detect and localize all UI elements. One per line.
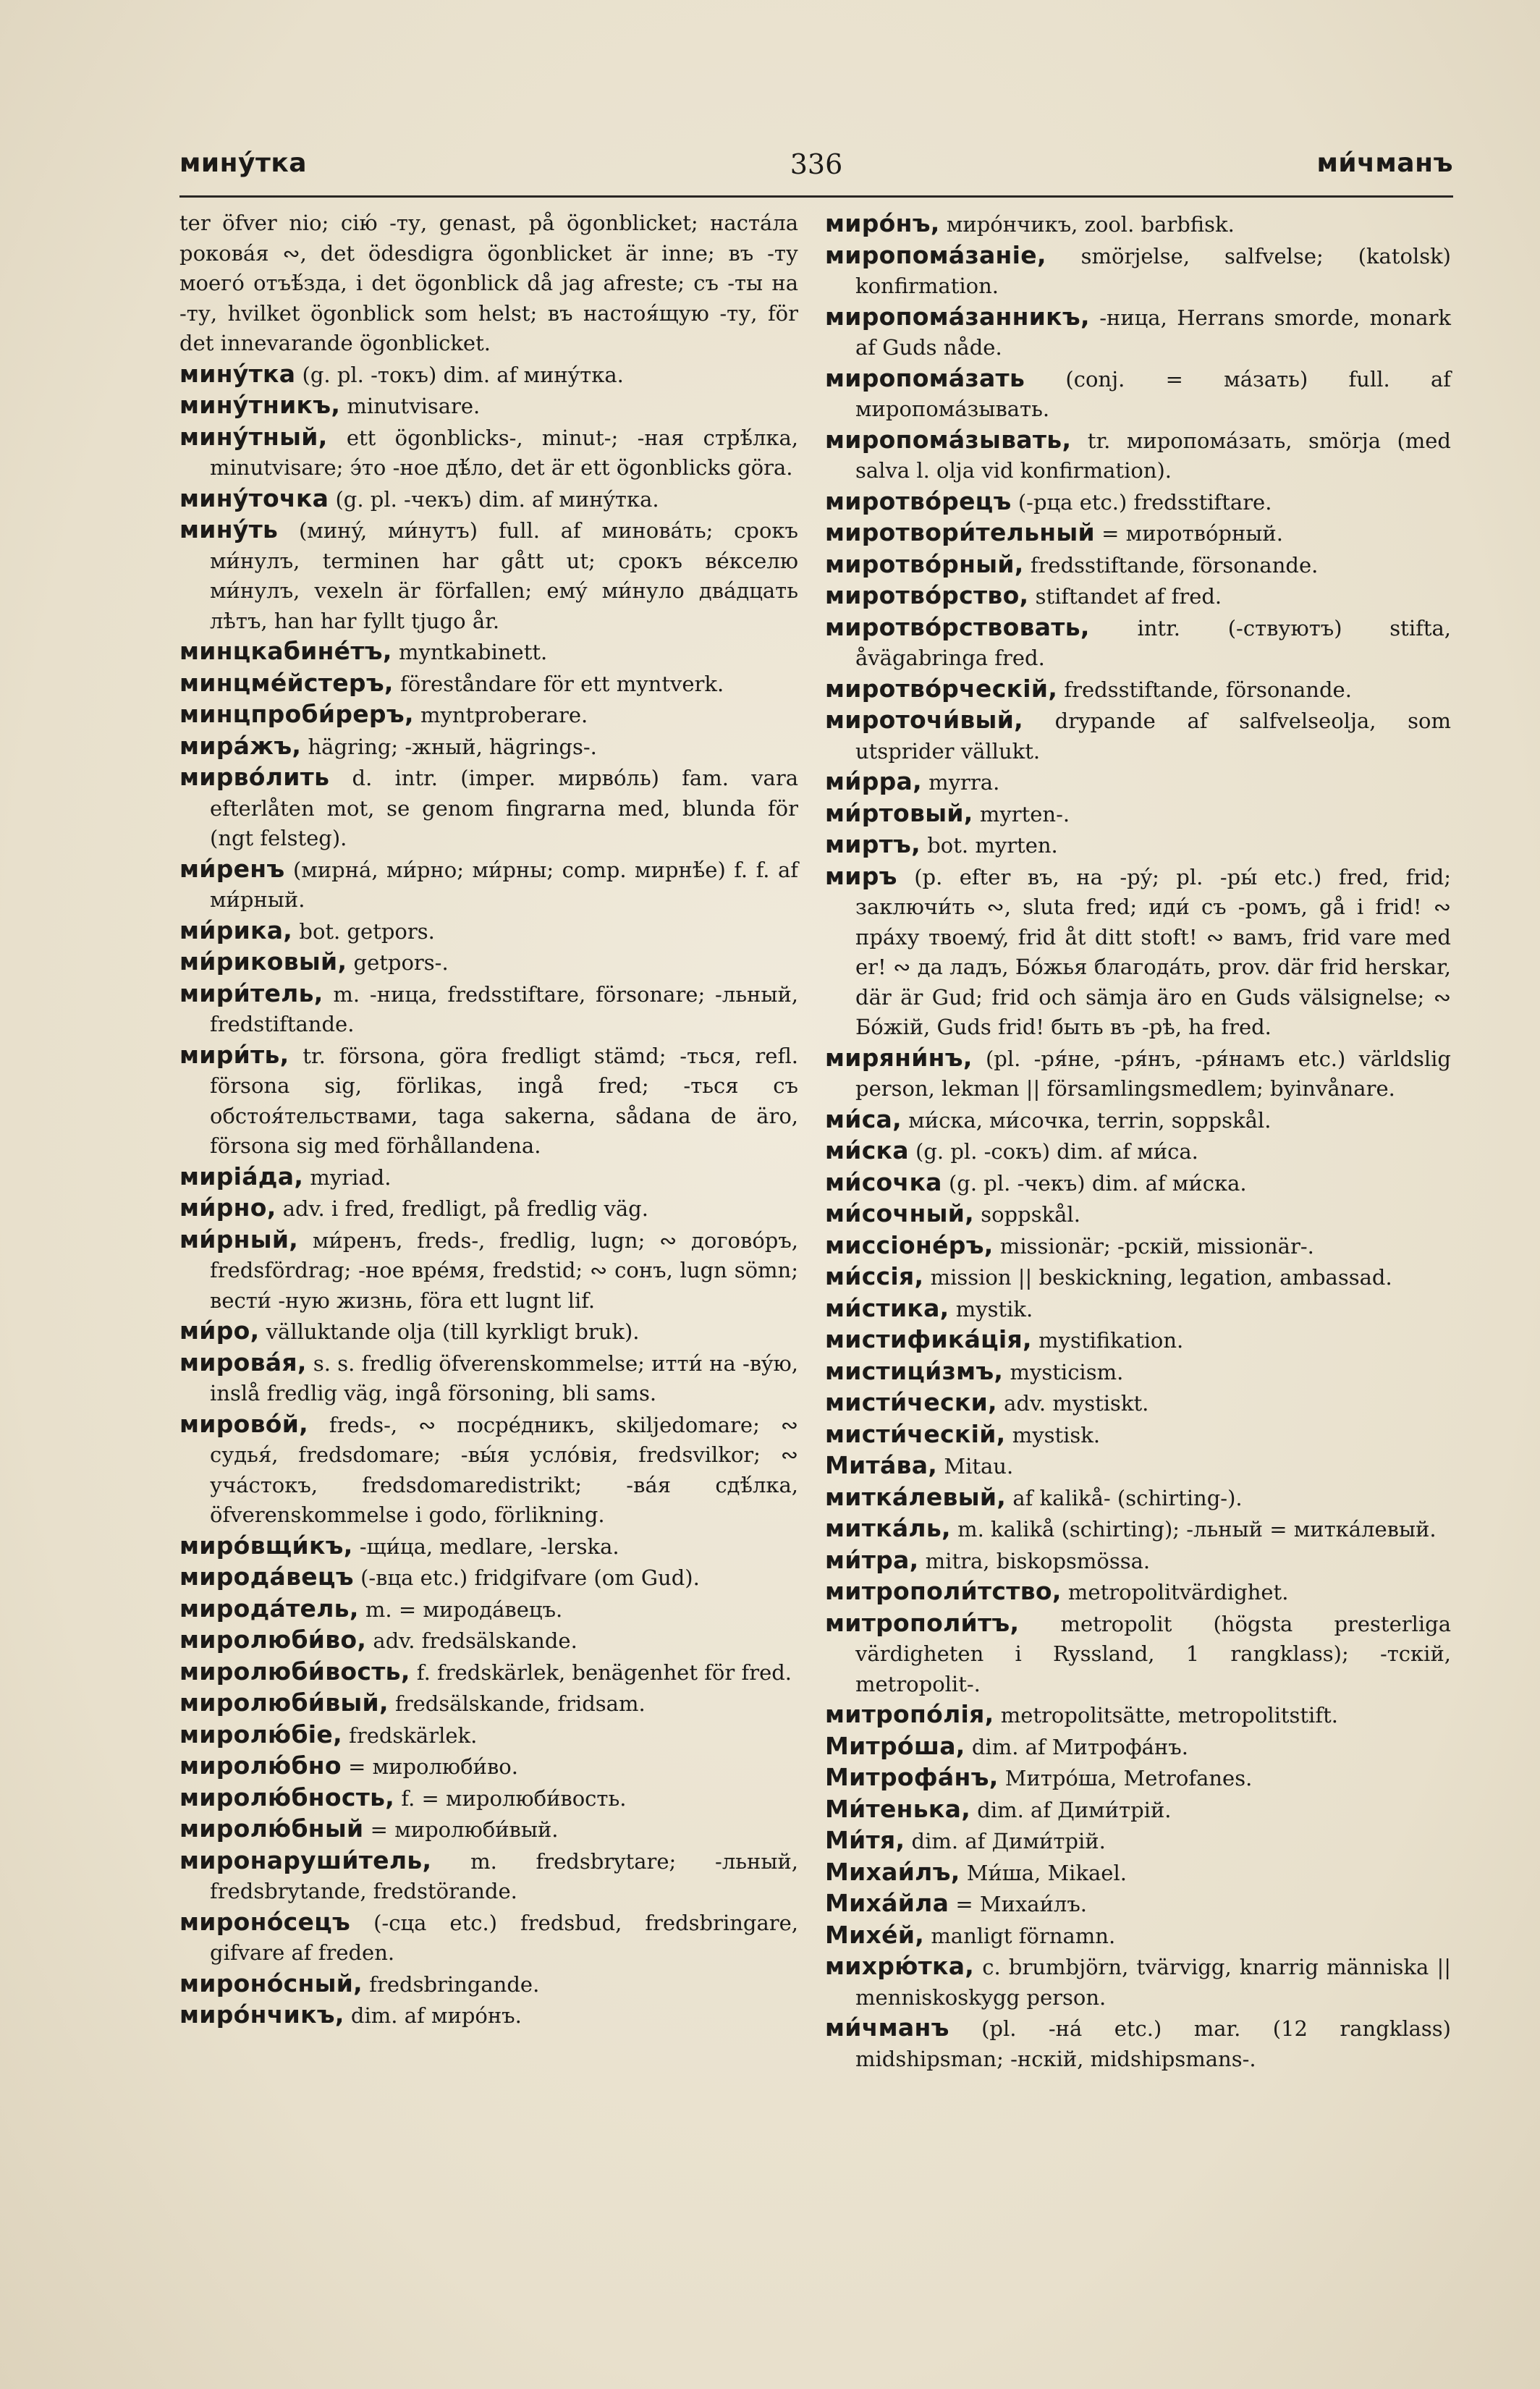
headword: мировóй,	[179, 1409, 309, 1438]
dictionary-entry	[825, 1857, 1451, 1889]
headword: миролюби́вый,	[179, 1688, 389, 1717]
headword: мистификáція,	[825, 1325, 1032, 1353]
headword: ми́ро,	[179, 1316, 260, 1345]
headword: миротвóрствовать,	[825, 612, 1090, 641]
headword: миртъ,	[825, 830, 921, 858]
headword: ми́са,	[825, 1104, 902, 1133]
definition: myrten-.	[979, 801, 1070, 826]
dictionary-entry	[179, 515, 798, 636]
definition: soppskål.	[981, 1202, 1080, 1227]
definition: välluktande olja (till kyrkligt bruk).	[266, 1319, 640, 1344]
headword: мирóнъ,	[825, 209, 940, 237]
definition: (pl. -нá etc.) mar. (12 rangklass) midshipsman; -нскій, midshipsmans-.	[855, 2016, 1451, 2071]
dictionary-entry	[825, 1261, 1451, 1293]
dictionary-entry	[825, 705, 1451, 766]
dictionary-entry	[179, 483, 798, 515]
headword: Ми́тенька,	[825, 1794, 971, 1823]
headword: миродáвецъ	[179, 1563, 354, 1591]
header-rule	[179, 195, 1453, 198]
definition: m. = миродáвецъ.	[365, 1597, 563, 1622]
definition: мирóнчикъ, zool. barbfisk.	[946, 212, 1235, 237]
headword: ми́чманъ	[825, 2013, 949, 2042]
dictionary-entry	[179, 762, 798, 854]
definition: mystifikation.	[1038, 1328, 1184, 1353]
dictionary-entry	[825, 486, 1451, 518]
headword: Митрофáнъ,	[825, 1763, 999, 1791]
definition: (минý, ми́нутъ) full. af миновáть; срокъ ми́нулъ, terminen har gått ut; срокъ вéкселю ми́нулъ, vexeln är förfallen; емý ми́нуло двáдцать лѣтъ, han har fyllt tjugo år.	[210, 518, 798, 633]
definition: fredsstiftande, försonande.	[1030, 552, 1319, 578]
headword: Михáйла	[825, 1889, 949, 1917]
headword: миронóсецъ	[179, 1907, 351, 1936]
dictionary-entry	[179, 668, 798, 700]
dictionary-entry	[179, 699, 798, 731]
dictionary-entry	[825, 1136, 1451, 1167]
dictionary-entry	[825, 208, 1451, 240]
headword: мирвóлить	[179, 763, 330, 791]
dictionary-entry	[825, 1293, 1451, 1325]
headword: ми́сочный,	[825, 1199, 974, 1227]
headword: минýточка	[179, 483, 329, 512]
headword: ми́рра,	[825, 767, 922, 795]
headword: Михéй,	[825, 1920, 925, 1949]
definition: (-сца etc.) fredsbud, fredsbringare, gifvare af freden.	[210, 1910, 799, 1965]
dictionary-entry	[825, 425, 1451, 486]
dictionary-entry	[179, 1316, 798, 1348]
dictionary-entry	[179, 1783, 798, 1814]
headword: ми́тра,	[825, 1545, 919, 1574]
headword: миродáтель,	[179, 1594, 359, 1623]
headword: миропомáзывать,	[825, 425, 1072, 454]
headword: минýтникъ,	[179, 391, 341, 419]
headword: миролю́біе,	[179, 1720, 342, 1749]
headword: миръ	[825, 861, 897, 890]
definition: adv. i fred, fredligt, på fredlig väg.	[282, 1196, 648, 1221]
left-column	[179, 208, 798, 2031]
definition: myntproberare.	[420, 703, 588, 727]
dictionary-entry	[179, 1193, 798, 1225]
dictionary-entry	[825, 302, 1451, 363]
definition: (g. pl. -токъ) dim. af минýтка.	[302, 362, 624, 387]
dictionary-entry	[825, 240, 1451, 302]
definition: myntkabinett.	[398, 640, 548, 664]
dictionary-entry	[825, 829, 1451, 861]
definition: myriad.	[310, 1164, 392, 1190]
dictionary-entry	[179, 1814, 798, 1845]
dictionary-entry	[825, 1699, 1451, 1731]
headword: митрополи́тство,	[825, 1577, 1062, 1605]
headword: миріáда,	[179, 1162, 304, 1191]
dictionary-entry	[825, 1324, 1451, 1356]
dictionary-entry	[825, 766, 1451, 798]
definition: adv. mystiskt.	[1004, 1391, 1149, 1416]
dictionary-entry	[825, 861, 1451, 1043]
dictionary-entry	[179, 916, 798, 947]
definition: föreståndare för ett myntverk.	[399, 671, 724, 696]
headword: минцкабинéтъ,	[179, 637, 392, 665]
definition: myrra.	[928, 770, 1000, 795]
dictionary-entry	[179, 208, 798, 359]
dictionary-entry	[179, 1845, 798, 1907]
dictionary-entry	[179, 1625, 798, 1657]
headword: миротвóрецъ	[825, 486, 1012, 515]
dictionary-entry	[179, 947, 798, 978]
dictionary-entry	[179, 1162, 798, 1193]
headword: ми́рно,	[179, 1193, 276, 1222]
headword: Митрóша,	[825, 1731, 965, 1760]
definition: fredskärlek.	[349, 1722, 478, 1748]
headword: мисти́чески,	[825, 1388, 997, 1416]
definition: (p. efter въ, на -рý; pl. -ры́ etc.) fred, frid; заключи́ть ∾, sluta fred; иди́ съ -ромъ, gå i frid! ∾ прáху твоемý, frid åt ditt stoft! ∾ вамъ, frid vare med er! ∾ да ладъ, Бóжья благодáть, prov. där frid herskar, där är Gud; frid och sämja äro en Guds välsignelse; ∾ Бóжій, Guds frid! быть въ -рѣ, ha fred.	[855, 864, 1451, 1039]
definition: freds-, ∾ посрéдникъ, skiljedomare; ∾ судья́, fredsdomare; -вы́я услóвія, fredsvilkor; ∾ учáстокъ, fredsdomaredistrikt; -вáя сдѣ́лка, öfverenskommelse i godo, förlikning.	[210, 1412, 798, 1527]
dictionary-entry	[179, 1751, 798, 1783]
definition: = Михаи́лъ.	[955, 1892, 1088, 1916]
dictionary-entry	[179, 978, 798, 1040]
headword: Митáва,	[825, 1451, 938, 1479]
definition: (-рца etc.) fredsstiftare.	[1018, 489, 1272, 515]
dictionary-entry	[179, 1720, 798, 1751]
headword: минцпроби́реръ,	[179, 700, 414, 728]
dictionary-entry	[825, 580, 1451, 612]
definition: metropolit (högsta presterliga värdigheten i Ryssland, 1 rangklass); -тскій, metropolit-.	[855, 1611, 1452, 1696]
dictionary-entry	[179, 731, 798, 763]
definition: bot. myrten.	[927, 833, 1058, 858]
definition: dim. af мирóнъ.	[350, 2003, 522, 2028]
headword: миро́вщи́къ,	[179, 1531, 353, 1560]
headword: миткáлевый,	[825, 1482, 1007, 1511]
dictionary-entry	[825, 1951, 1451, 2013]
right-column	[825, 208, 1451, 2074]
headword: мирóнчикъ,	[179, 2000, 344, 2029]
dictionary-entry	[179, 359, 798, 391]
definition: bot. getpors.	[299, 918, 435, 944]
definition: m. -ница, fredsstiftare, försonare; -льный, fredstiftande.	[210, 981, 798, 1036]
running-head	[179, 148, 1453, 192]
definition: tr. миропомáзать, smörja (med salva l. olja vid konfirmation).	[855, 428, 1451, 483]
headword: миролюби́вость,	[179, 1657, 410, 1686]
dictionary-entry	[825, 1825, 1451, 1857]
headword: ми́ртовый,	[825, 798, 973, 827]
definition: f. fredskärlek, benägenhet för fred.	[416, 1659, 792, 1685]
headword: миропомáзать	[825, 363, 1025, 392]
definition: Митрóша, Metrofanes.	[1004, 1766, 1253, 1790]
definition: f. = миролюби́вость.	[401, 1785, 627, 1811]
definition: hägring; -жный, hägrings-.	[308, 734, 597, 759]
guide-word-right: ми́чманъ	[1316, 148, 1453, 178]
headword: миропомáзанникъ,	[825, 302, 1090, 331]
headword: миротвóрный,	[825, 549, 1024, 578]
dictionary-entry	[179, 1907, 798, 1969]
definition: drypande af salfvelseolja, som utsprider vällukt.	[855, 709, 1452, 764]
definition: = миротвóрный.	[1101, 521, 1283, 546]
definition: (мирнá, ми́рно; ми́рны; comp. мирнѣ́е) f. f. af ми́рный.	[210, 857, 798, 912]
dictionary-entry	[179, 422, 798, 483]
dictionary-entry	[825, 674, 1451, 706]
dictionary-entry	[179, 1409, 798, 1531]
headword: ми́рика,	[179, 916, 293, 944]
headword: ми́стика,	[825, 1293, 949, 1322]
definition: tr. försona, göra fredligt stämd; -ться, refl. försona sig, förlikas, ingå fred; -ться съ обстоя́тельствами, taga sakerna, sådana de äro, försona sig med förhållandena.	[210, 1043, 799, 1158]
definition: metropolitvärdighet.	[1067, 1580, 1289, 1604]
definition: m. kalikå (schirting); -льный = миткáлевый.	[957, 1517, 1437, 1542]
dictionary-entry	[179, 1531, 798, 1563]
headword: ми́рный,	[179, 1225, 299, 1253]
definition: af kalikå- (schirting-).	[1012, 1485, 1243, 1510]
headword: миропомáзаніе,	[825, 240, 1046, 269]
dictionary-entry	[825, 1576, 1451, 1608]
dictionary-entry	[179, 1594, 798, 1625]
headword: минýтный,	[179, 422, 328, 451]
headword: митрополи́тъ,	[825, 1608, 1020, 1637]
dictionary-entry	[179, 1657, 798, 1688]
headword: ми́сочка	[825, 1167, 942, 1196]
headword: миротвóрство,	[825, 581, 1029, 609]
definition: ett ögonblicks-, minut-; -ная стрѣ́лка, minutvisare; э́то -ное дѣ́ло, det är ett ögonblicks göra.	[210, 425, 798, 480]
headword: мистици́змъ,	[825, 1356, 1004, 1385]
definition: mysticism.	[1010, 1359, 1124, 1384]
definition: adv. fredsälskande.	[373, 1628, 578, 1653]
headword: ми́ссія,	[825, 1262, 924, 1290]
headword: мировáя,	[179, 1348, 307, 1377]
headword: мироточи́вый,	[825, 706, 1023, 734]
headword: миронаруши́тель,	[179, 1845, 432, 1874]
definition: d. intr. (imper. мирвóль) fam. vara efterlåten mot, se genom fingrarna med, blunda för (ngt felsteg).	[210, 766, 798, 850]
dictionary-entry	[825, 2013, 1451, 2074]
definition: stiftandet af fred.	[1035, 584, 1222, 609]
definition: mitra, biskopsmössa.	[925, 1548, 1151, 1573]
dictionary-entry	[825, 1450, 1451, 1482]
headword: миронóсный,	[179, 1969, 363, 1997]
headword: минýть	[179, 515, 279, 544]
definition: Mitau.	[944, 1454, 1014, 1479]
dictionary-entry	[825, 1104, 1451, 1136]
headword: мирáжъ,	[179, 731, 302, 760]
definition: minutvisare.	[347, 394, 481, 418]
definition: -ница, Herrans smorde, monark af Guds nåde.	[855, 305, 1451, 360]
headword: миролюби́во,	[179, 1625, 367, 1654]
dictionary-entry	[179, 854, 798, 916]
headword: мири́ть,	[179, 1040, 289, 1069]
definition: dim. af Митрофáнъ.	[971, 1734, 1188, 1759]
dictionary-entry	[179, 1225, 798, 1316]
dictionary-entry	[825, 1167, 1451, 1199]
dictionary-entry	[825, 1230, 1451, 1262]
headword: ми́ренъ	[179, 854, 285, 883]
definition: getpors-.	[353, 950, 449, 975]
headword: михрю́тка,	[825, 1952, 975, 1980]
dictionary-entry	[179, 390, 798, 422]
definition: s. s. fredlig öfverenskommelse; итти́ на -вýю, inslå fredlig väg, ingå försoning, bli sams.	[210, 1350, 798, 1405]
headword: мисти́ческій,	[825, 1419, 1006, 1448]
page-number: 336	[790, 148, 843, 180]
dictionary-entry	[825, 798, 1451, 830]
headword: миротвóрческій,	[825, 674, 1058, 703]
definition: ми́ренъ, freds-, fredlig, lugn; ∾ договóръ, fredsfördrag; -ное врéмя, fredstid; ∾ сонъ, lugn sömn; вести́ -ную жизнь, föra ett lugnt lif.	[210, 1227, 799, 1313]
dictionary-entry	[825, 517, 1451, 549]
definition: mystik.	[955, 1296, 1033, 1322]
headword: миткáль,	[825, 1514, 951, 1542]
dictionary-entry	[179, 1969, 798, 2000]
headword: миролю́бно	[179, 1751, 342, 1780]
headword: мири́тель,	[179, 978, 323, 1007]
headword: минцмéйстеръ,	[179, 668, 394, 697]
dictionary-entry	[825, 1356, 1451, 1388]
definition: fredsstiftande, försonande.	[1064, 677, 1352, 702]
dictionary-entry	[825, 1513, 1451, 1545]
definition: ter öfver nio; сію́ -ту, genast, på ögonblicket; настáла роковáя ∾, det ödesdigra ögonblicket är inne; въ -ту моегó отъѣ́зда, i det ögonblick då jag afreste; съ -ты на -ту, hvilket ögonblick som helst; въ настоя́щую -ту, för det innevarande ögonblicket.	[179, 211, 798, 355]
definition: intr. (-ствуютъ) stifta, åvägabringa fred.	[855, 615, 1451, 670]
definition: ми́ска, ми́сочка, terrin, soppskål.	[908, 1107, 1272, 1133]
dictionary-entry	[825, 1198, 1451, 1230]
dictionary-entry	[825, 1387, 1451, 1419]
headword: миротвори́тельный	[825, 518, 1095, 546]
headword: ми́ска	[825, 1136, 909, 1164]
dictionary-entry	[825, 1762, 1451, 1794]
dictionary-entry	[179, 1688, 798, 1720]
definition: dim. af Дими́трій.	[911, 1829, 1106, 1853]
dictionary-entry	[825, 1545, 1451, 1577]
definition: (g. pl. -чекъ) dim. af ми́ска.	[948, 1170, 1247, 1196]
definition: (conj. = мáзать) full. af миропомáзывать.	[855, 366, 1452, 421]
dictionary-entry	[179, 2000, 798, 2031]
headword: миролю́бность,	[179, 1783, 395, 1811]
definition: mystisk.	[1012, 1422, 1101, 1447]
dictionary-entry	[825, 1608, 1451, 1700]
headword: ми́риковый,	[179, 947, 347, 976]
headword: миряни́нъ,	[825, 1043, 973, 1072]
definition: Ми́ша, Mikael.	[966, 1860, 1127, 1885]
dictionary-entry	[825, 1482, 1451, 1514]
dictionary-entry	[825, 1794, 1451, 1826]
definition: m. fredsbrytare; -льный, fredsbrytande, fredstörande.	[210, 1848, 799, 1903]
definition: = миролюби́во.	[348, 1754, 518, 1779]
dictionary-entry	[825, 1043, 1451, 1104]
definition: fredsälskande, fridsam.	[395, 1691, 646, 1716]
headword: миссіонéръ,	[825, 1230, 994, 1259]
headword: Михаи́лъ,	[825, 1857, 960, 1886]
dictionary-entry	[825, 1419, 1451, 1451]
dictionary-entry	[825, 612, 1451, 674]
definition: manligt förnamn.	[931, 1923, 1116, 1948]
headword: митропóлія,	[825, 1700, 994, 1728]
dictionary-entry	[179, 1562, 798, 1594]
dictionary-entry	[825, 1920, 1451, 1952]
dictionary-entry	[825, 1888, 1451, 1920]
headword: минýтка	[179, 359, 296, 388]
dictionary-entry	[825, 1731, 1451, 1763]
dictionary-entry	[179, 1040, 798, 1162]
definition: (g. pl. -чекъ) dim. af минýтка.	[335, 486, 659, 512]
definition: (pl. -ря́не, -ря́нъ, -ря́намъ etc.) världslig person, lekman || församlingsmedlem; byinvånare.	[855, 1046, 1451, 1101]
dictionary-entry	[179, 636, 798, 668]
definition: missionär; -рскій, missionär-.	[999, 1233, 1314, 1259]
definition: -щи́ца, medlare, -lerska.	[359, 1534, 619, 1559]
definition: dim. af Дими́трій.	[977, 1797, 1172, 1822]
guide-word-left: минýтка	[179, 148, 308, 178]
definition: c. brumbjörn, tvärvigg, knarrig människa || menniskoskygg person.	[855, 1955, 1451, 2010]
definition: (g. pl. -сокъ) dim. af ми́са.	[915, 1139, 1198, 1164]
headword: миролю́бный	[179, 1814, 364, 1843]
definition: fredsbringande.	[369, 1971, 540, 1997]
definition: metropolitsätte, metropolitstift.	[1000, 1703, 1338, 1728]
dictionary-entry	[825, 549, 1451, 581]
headword: Ми́тя,	[825, 1826, 905, 1854]
definition: (-вца etc.) fridgifvare (om Gud).	[360, 1565, 700, 1590]
definition: mission || beskickning, legation, ambassad.	[930, 1265, 1392, 1290]
dictionary-entry	[179, 1348, 798, 1409]
definition: smörjelse, salfvelse; (katolsk) konfirmation.	[855, 243, 1451, 298]
dictionary-entry	[825, 363, 1451, 425]
definition: = миролюби́вый.	[370, 1817, 559, 1842]
